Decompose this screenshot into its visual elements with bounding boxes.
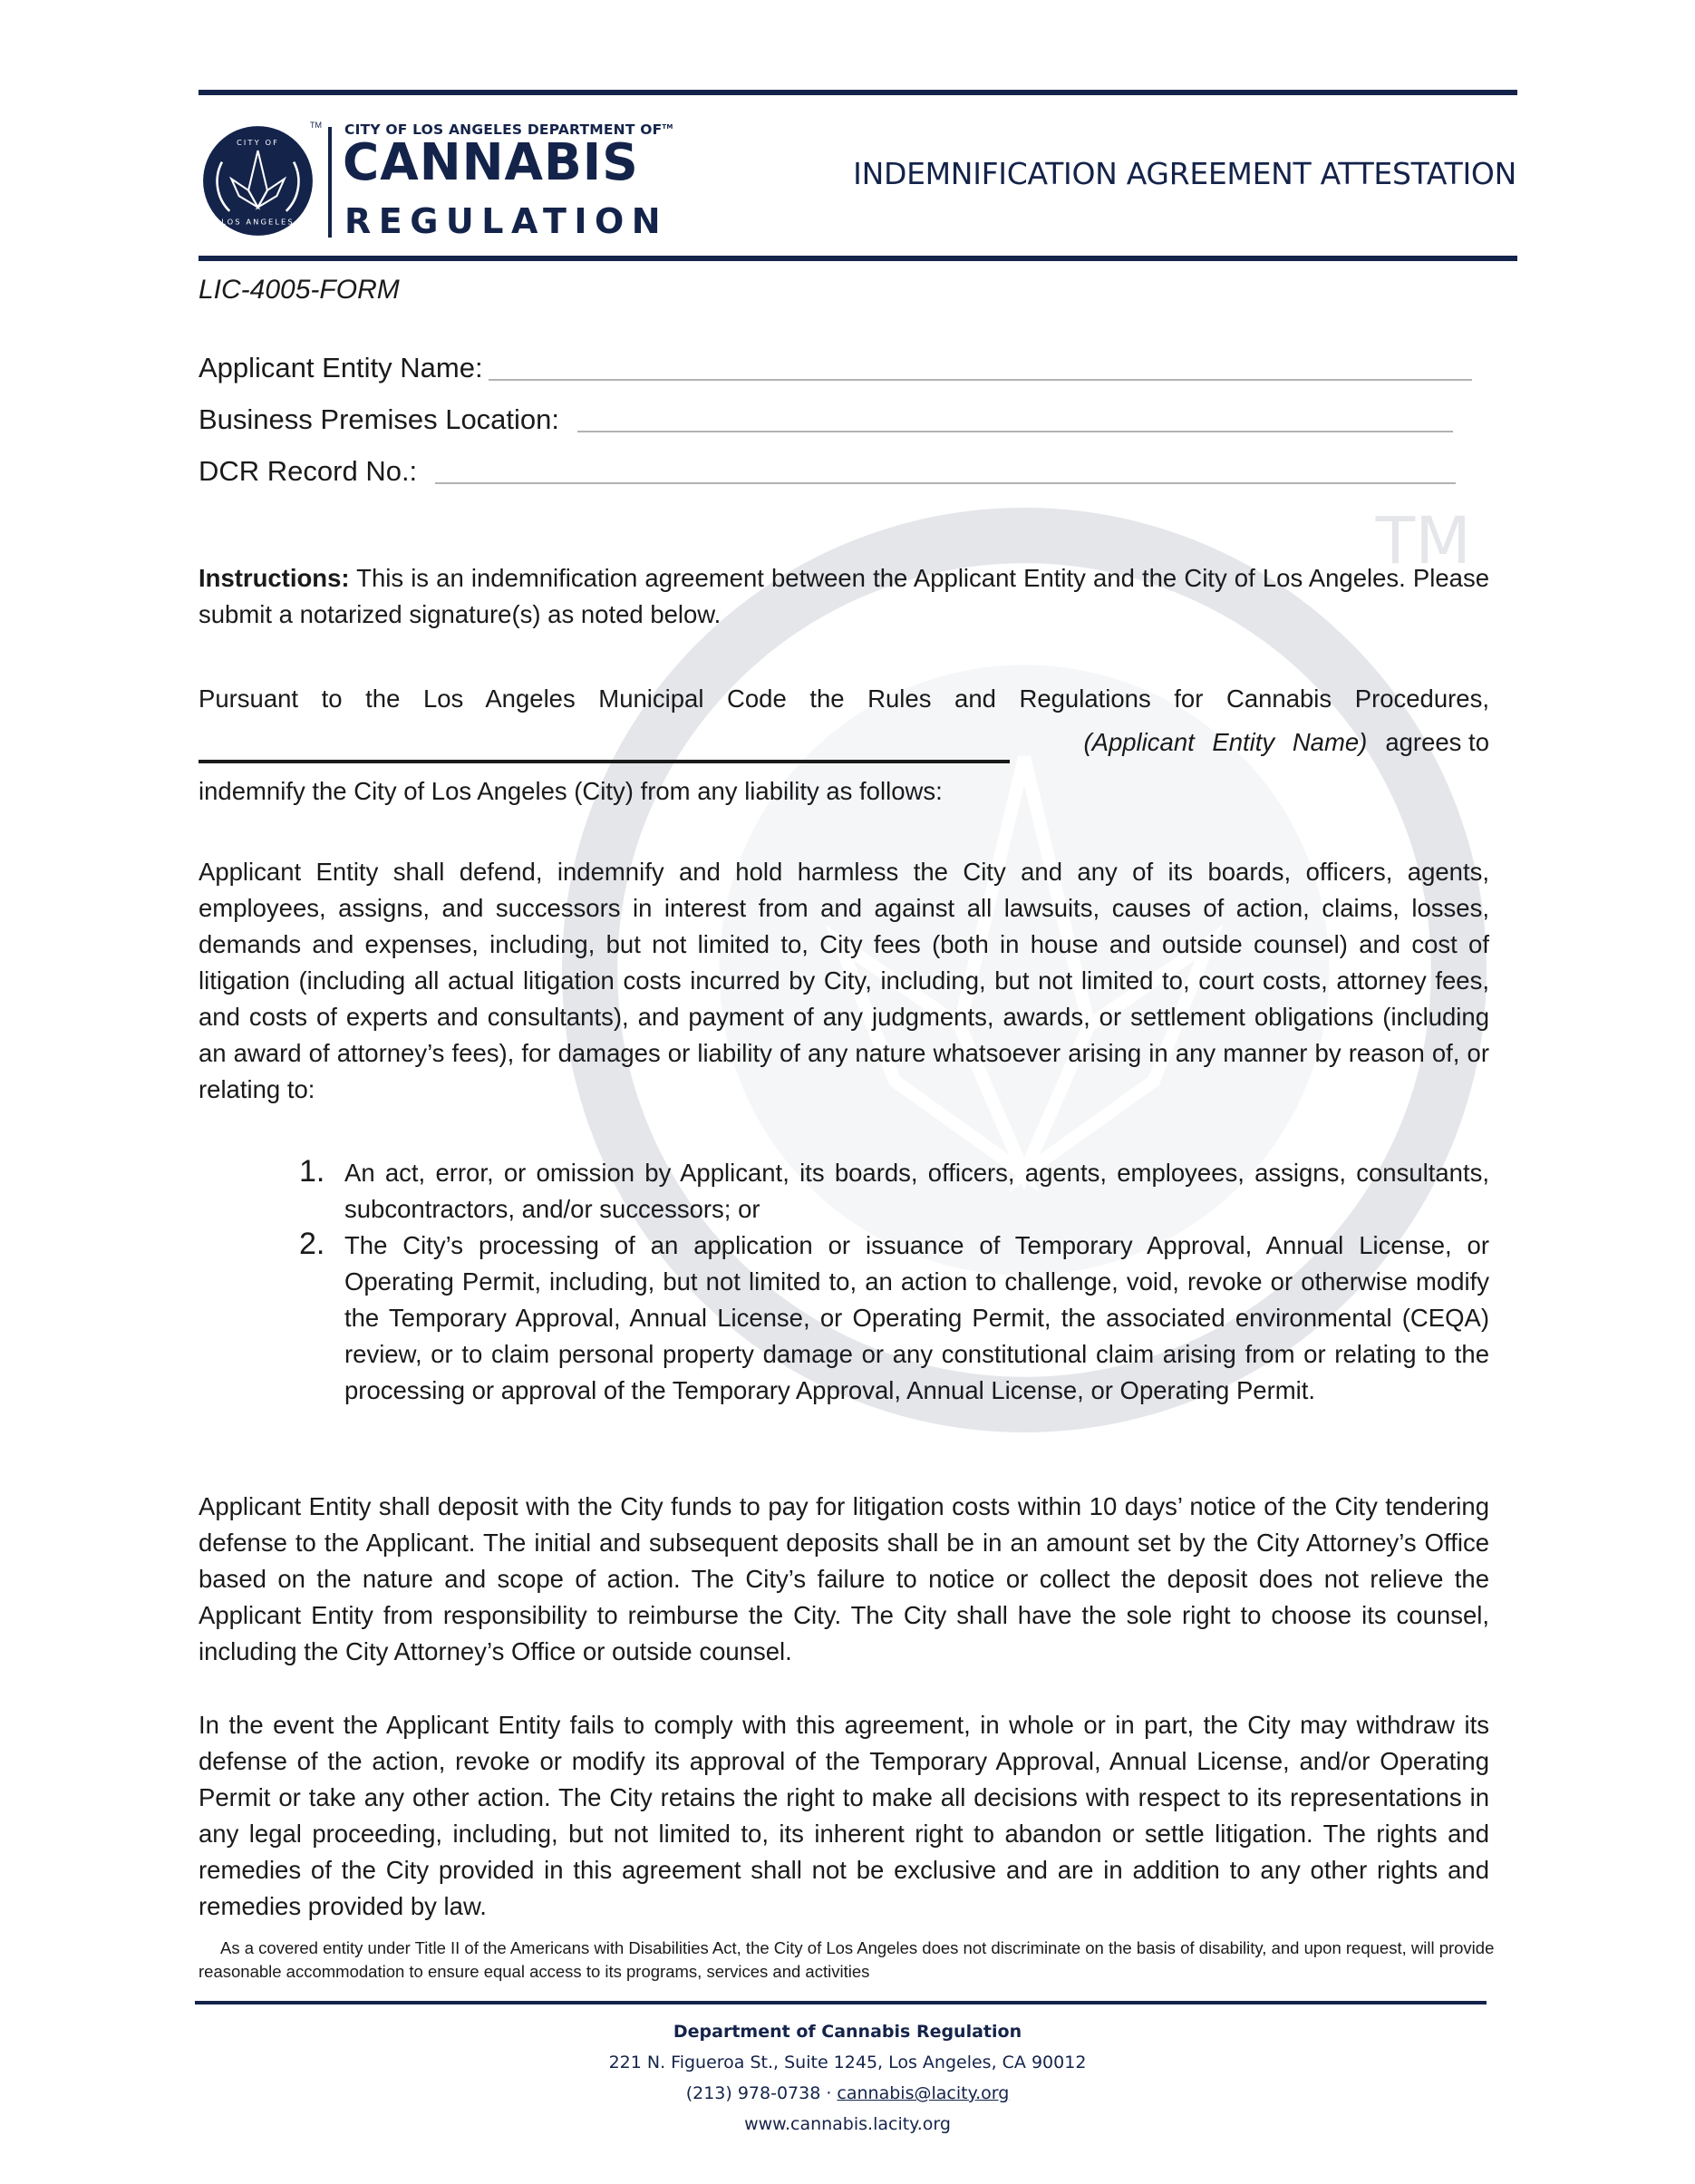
field-label: DCR Record No.: xyxy=(199,455,418,487)
list-item: The City’s processing of an application or issuance of Temporary Approval, Annual License, or Operating Permit, including, but not limited to, an action to challenge, void, revoke or otherwise modify the Temporary Approval, Annual License, or Operating Permit, the associated environmental (CEQA) review, or to claim personal property damage or any constitutional claim arising from or relating to the processing or approval of the Temporary Approval, Annual License, or Operating Permit. xyxy=(344,1231,1489,1404)
instructions-label: Instructions: xyxy=(199,564,350,592)
deposit-paragraph: Applicant Entity shall deposit with the City funds to pay for litigation costs within 10 days’ notice of the City tendering defense to the Applicant. The initial and subsequent deposits shall be in an amount set by the City Attorney’s Office based on the nature and scope of action. The City’s failure to notice or collect the deposit does not relieve the Applicant Entity from responsibility to reimburse the City. The City shall have the sole right to choose its counsel, including the City Attorney’s Office or outside counsel. xyxy=(199,1492,1489,1665)
svg-text:LOS ANGELES: LOS ANGELES xyxy=(221,217,295,227)
footer-department: Department of Cannabis Regulation xyxy=(673,2022,1022,2042)
ada-notice: As a covered entity under Title II of the Americans with Disabilities Act, the City of Los Angeles does not discriminate on the basis of disability, and upon request, will provide reasonable accommodation to ensure equal access to its programs, services and activities xyxy=(199,1938,1495,1981)
event-paragraph: In the event the Applicant Entity fails to comply with this agreement, in whole or in part, the City may withdraw its defense of the action, revoke or modify its approval of the Temporary Approval, Annual License, and/or Operating Permit or take any other action. The City retains the right to make all decisions with respect to its representations in any legal proceeding, including, but not limited to, its inherent right to abandon or settle litigation. The rights and remedies of the City provided in this agreement shall not be exclusive and are in addition to any other rights and remedies provided by law. xyxy=(199,1711,1489,1920)
footer-phone: (213) 978-0738 xyxy=(685,2083,821,2103)
dcr-record-no-field[interactable] xyxy=(199,455,1456,488)
logo-line-department: CITY OF LOS ANGELES DEPARTMENT OF™ xyxy=(344,121,673,138)
svg-text:CITY OF: CITY OF xyxy=(236,137,280,147)
applicant-entity-name-field[interactable] xyxy=(199,352,1472,384)
header-top-rule xyxy=(199,90,1517,95)
logo-line-regulation: REGULATION xyxy=(344,201,669,241)
indemnify-line: indemnify the City of Los Angeles (City) from any liability as follows: xyxy=(199,777,943,805)
logo-trademark: TM xyxy=(310,121,322,130)
applicant-entity-name-blank[interactable] xyxy=(199,760,1010,763)
field-label: Business Premises Location: xyxy=(199,403,560,435)
pursuant-line: Pursuant to the Los Angeles Municipal Code the Rules and Regulations for Cannabis Procedures, xyxy=(199,684,1489,713)
dcr-seal-logo-icon xyxy=(201,124,315,238)
footer-address: 221 N. Figueroa St., Suite 1245, Los Angeles, CA 90012 xyxy=(608,2053,1087,2072)
footer-website[interactable]: www.cannabis.lacity.org xyxy=(744,2114,951,2134)
footer-email-link[interactable]: cannabis@lacity.org xyxy=(837,2083,1010,2103)
document-title: INDEMNIFICATION AGREEMENT ATTESTATION xyxy=(853,156,1516,191)
list-number: 1. xyxy=(299,1154,325,1189)
footer-rule xyxy=(195,2001,1487,2004)
business-premises-location-field[interactable] xyxy=(199,403,1453,436)
applicant-entity-name-note: (Applicant Entity Name) agrees to xyxy=(1083,728,1489,756)
list-item: An act, error, or omission by Applicant, its boards, officers, agents, employees, assigns, consultants, subcontractors, and/or successors; or xyxy=(344,1159,1489,1223)
defend-paragraph: Applicant Entity shall defend, indemnify and hold harmless the City and any of its boards, officers, agents, employees, assigns, and successors in interest from and against all lawsuits, causes of action, claims, losses, demands and expenses, including, but not limited to, City fees (both in house and outside counsel) and cost of litigation (including all actual litigation costs incurred by City, including, but not limited to, court costs, attorney fees, and costs of experts and consultants), and payment of any judgments, awards, or settlement obligations (including an award of attorney’s fees), for damages or liability of any nature whatsoever arising in any manner by reason of, or relating to: xyxy=(199,858,1489,1103)
logo-line-cannabis: CANNABIS xyxy=(343,133,639,192)
field-label: Applicant Entity Name: xyxy=(199,352,483,383)
footer-contact: (213) 978-0738 · cannabis@lacity.org xyxy=(685,2083,1010,2103)
list-number: 2. xyxy=(299,1227,325,1261)
instructions-paragraph: Instructions: This is an indemnification agreement between the Applicant Entity and the City of Los Angeles. Please submit a notarized signature(s) as noted below. xyxy=(199,564,1489,628)
dcr-record-no-input[interactable] xyxy=(435,482,1456,484)
header-bottom-rule xyxy=(199,256,1517,261)
applicant-entity-name-input[interactable] xyxy=(489,379,1472,381)
business-premises-location-input[interactable] xyxy=(577,431,1453,432)
svg-text:TM: TM xyxy=(1375,508,1471,579)
form-code: LIC-4005-FORM xyxy=(199,275,400,305)
logo-divider xyxy=(328,127,332,238)
